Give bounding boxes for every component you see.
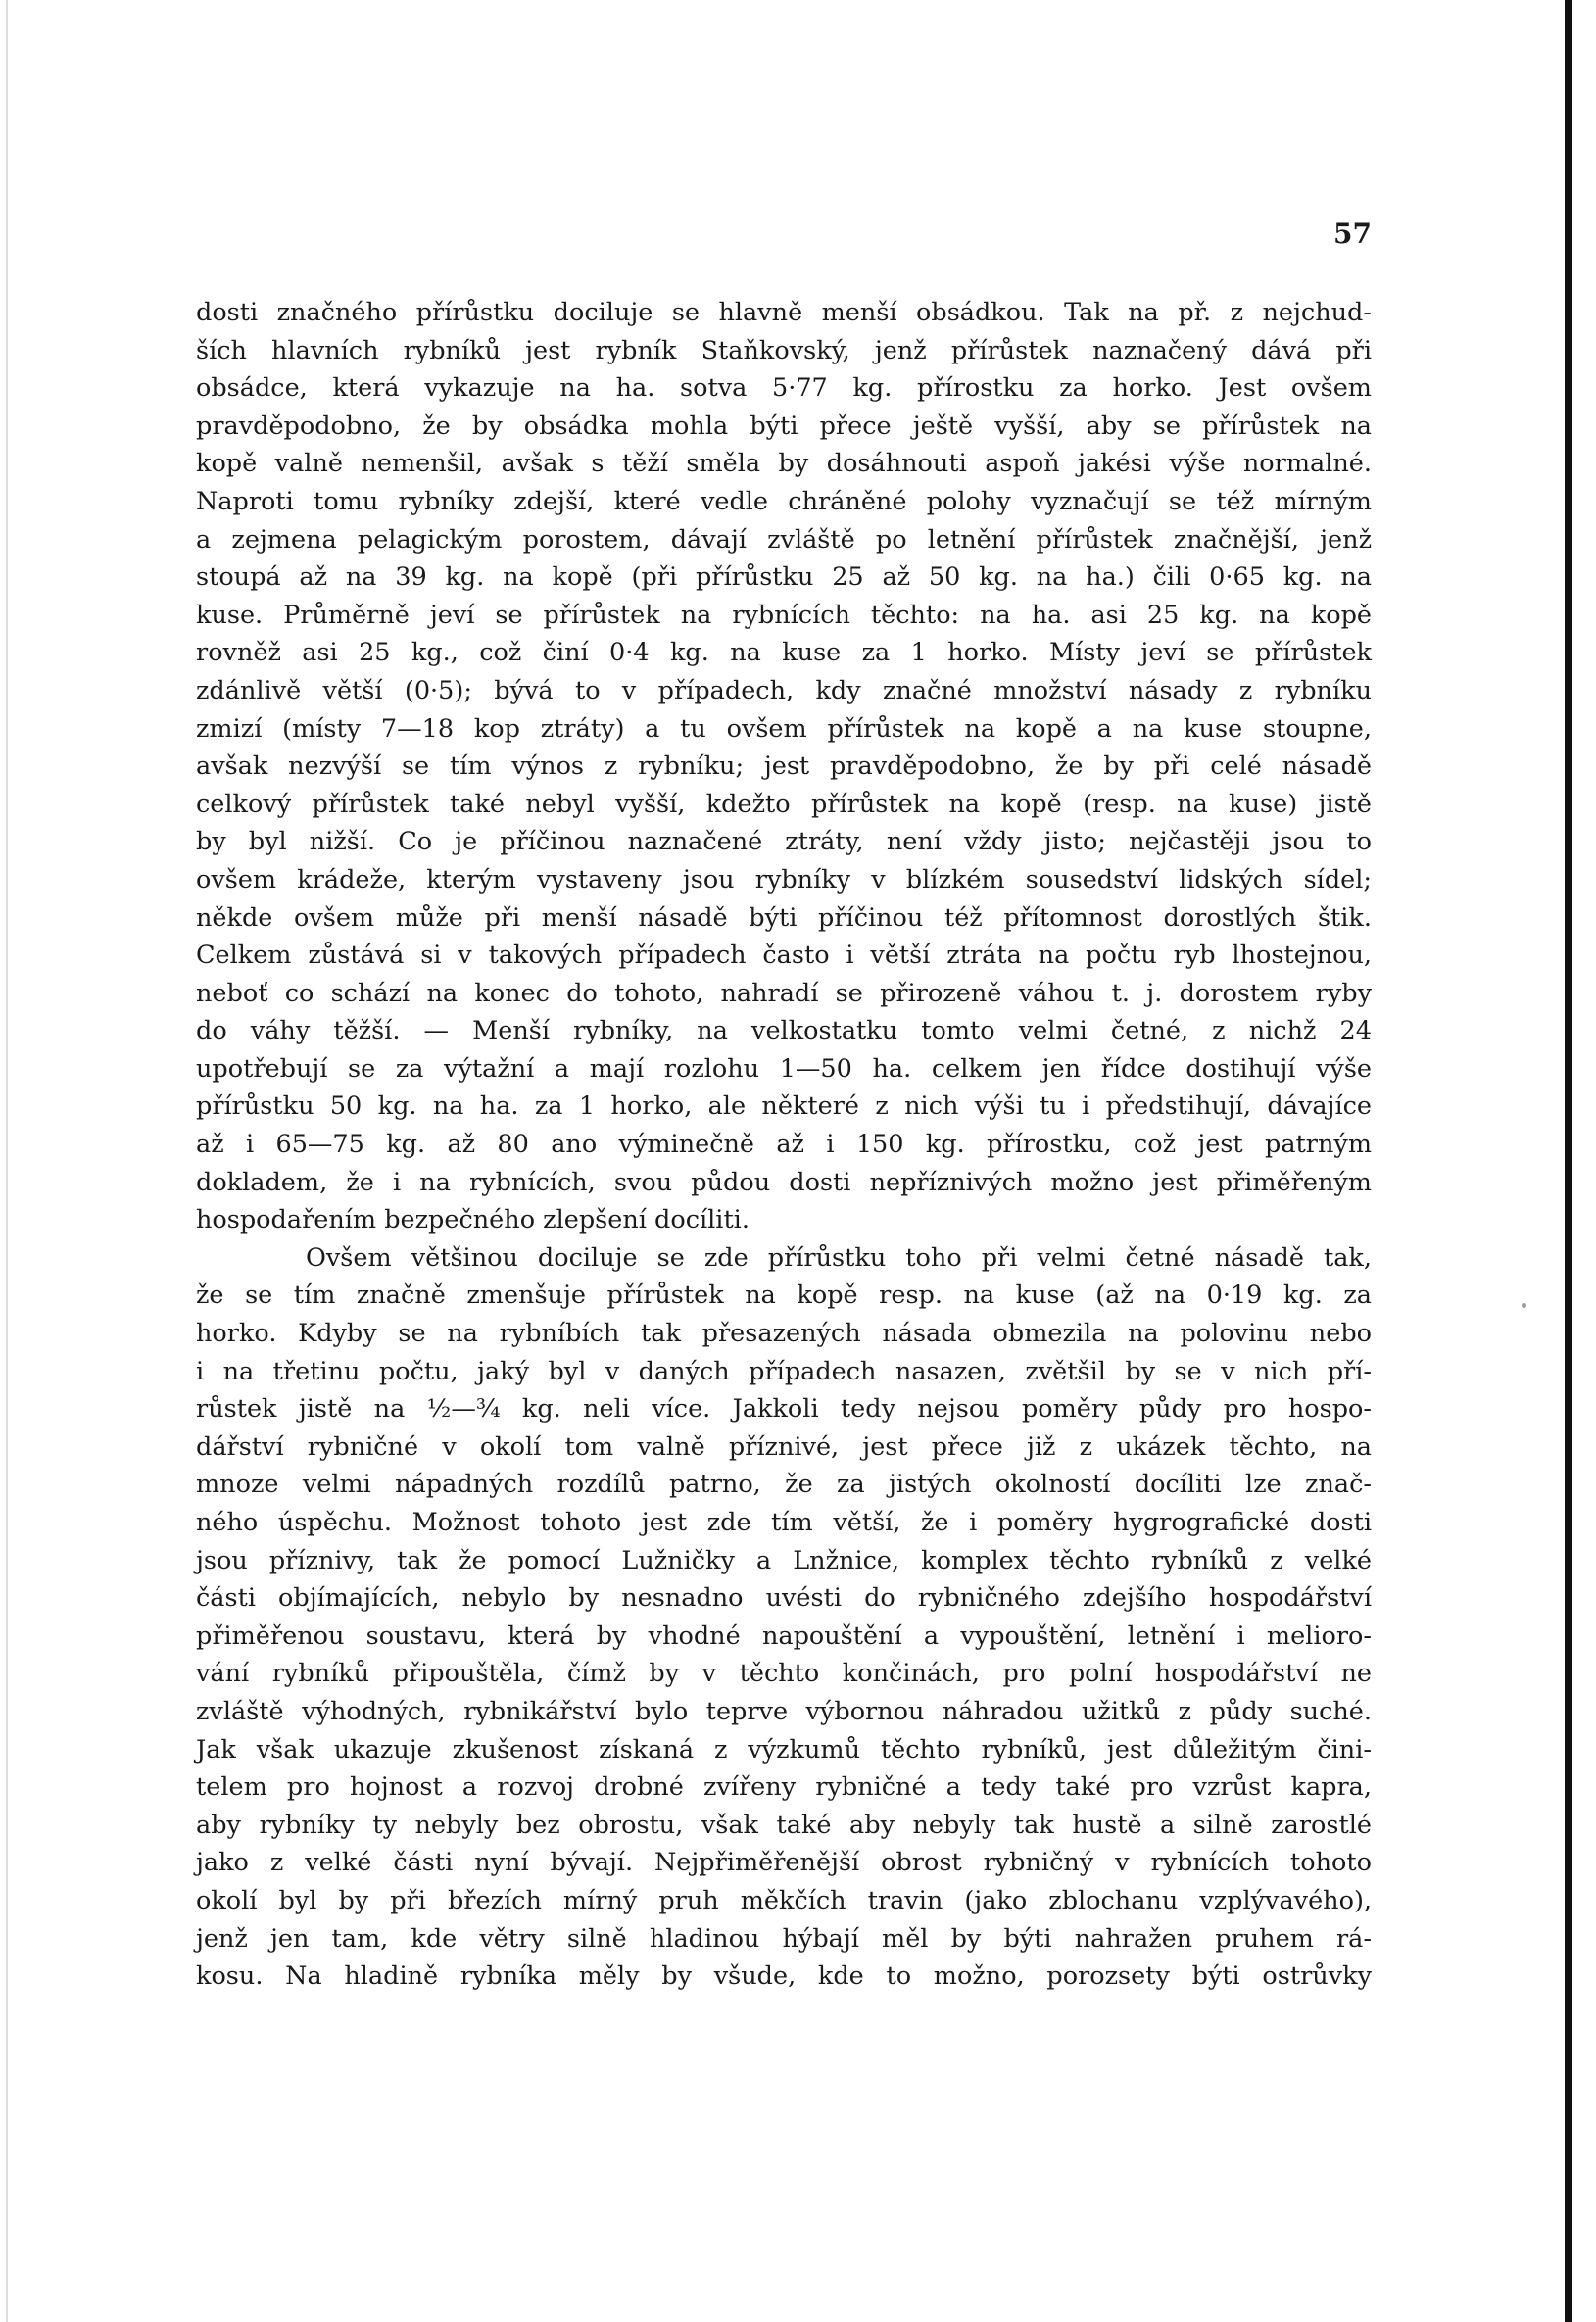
- text-line: a zejmena pelagickým porostem, dávají zvláště po letnění přírůstek značnější, jenž: [196, 524, 1372, 555]
- text-line: přiměřenou soustavu, která by vhodné napouštění a vypouštění, letnění i melioro-: [196, 1621, 1372, 1651]
- text-line: neboť co schází na konec do tohoto, nahradí se přirozeně váhou t. j. dorostem ryby: [196, 978, 1372, 1008]
- text-line: obsádce, která vykazuje na ha. sotva 5·77 kg. přírostku za horko. Jest ovšem: [196, 373, 1372, 404]
- paragraph-start-line: Ovšem většinou dociluje se zde přírůstku toho při velmi četné násadě tak,: [306, 1242, 1372, 1273]
- text-line: přírůstku 50 kg. na ha. za 1 horko, ale některé z nich výši tu i předstihují, dávajíce: [196, 1091, 1372, 1122]
- text-line: do váhy těžší. — Menší rybníky, na velkostatku tomto velmi četné, z nichž 24: [196, 1016, 1372, 1046]
- text-line: rovněž asi 25 kg., což činí 0·4 kg. na kuse za 1 horko. Místy jeví se přírůstek: [196, 638, 1372, 668]
- text-line: ovšem krádeže, kterým vystaveny jsou rybníky v blízkém sousedství lidských sídel;: [196, 864, 1372, 895]
- text-line: zdánlivě větší (0·5); bývá to v případech, kdy značné množství násady z rybníku: [196, 675, 1372, 705]
- text-line: zvláště výhodných, rybnikářství bylo teprve výbornou náhradou užitků z půdy suché.: [196, 1696, 1372, 1726]
- text-line: kuse. Průměrně jeví se přírůstek na rybnících těchto: na ha. asi 25 kg. na kopě: [196, 600, 1372, 630]
- text-line: stoupá až na 39 kg. na kopě (při přírůstku 25 až 50 kg. na ha.) čili 0·65 kg. na: [196, 562, 1372, 593]
- page-number: 57: [1333, 218, 1372, 250]
- text-line: Jak však ukazuje zkušenost získaná z výzkumů těchto rybníků, jest důležitým čini-: [196, 1734, 1372, 1765]
- text-line: kosu. Na hladině rybníka měly by všude, kde to možno, porozsety býti ostrůvky: [196, 1961, 1372, 1992]
- text-line: vání rybníků připouštěla, čímž by v těchto končinách, pro polní hospodářství ne: [196, 1659, 1372, 1689]
- scan-edge-right: [1565, 0, 1572, 2322]
- text-line: části objímajících, nebylo by nesnadno uvésti do rybničného zdejšího hospodářství: [196, 1583, 1372, 1614]
- text-line: že se tím značně zmenšuje přírůstek na kopě resp. na kuse (až na 0·19 kg. za: [196, 1281, 1372, 1311]
- text-line: celkový přírůstek také nebyl vyšší, kdežto přírůstek na kopě (resp. na kuse) jistě: [196, 789, 1372, 819]
- text-line: zmizí (místy 7—18 kop ztráty) a tu ovšem přírůstek na kopě a na kuse stoupne,: [196, 713, 1372, 744]
- paragraph-end-line: hospodařením bezpečného zlepšení docíliti.: [196, 1205, 750, 1235]
- text-line: i na třetinu počtu, jaký byl v daných případech nasazen, zvětšil by se v nich pří-: [196, 1356, 1372, 1386]
- text-line: Celkem zůstává si v takových případech často i větší ztráta na počtu ryb lhostejnou,: [196, 941, 1372, 971]
- text-line: někde ovšem může při menší násadě býti příčinou též přítomnost dorostlých štik.: [196, 902, 1372, 933]
- text-line: ších hlavních rybníků jest rybník Staňkovský, jenž přírůstek naznačený dává při: [196, 335, 1372, 365]
- text-line: jako z velké části nyní bývají. Nejpřiměřenější obrost rybničný v rybnících tohoto: [196, 1848, 1372, 1878]
- scan-edge-left: [6, 0, 8, 2322]
- text-line: upotřebují se za výtažní a mají rozlohu 1—50 ha. celkem jen řídce dostihují výše: [196, 1053, 1372, 1084]
- text-line: telem pro hojnost a rozvoj drobné zvířeny rybničné a tedy také pro vzrůst kapra,: [196, 1772, 1372, 1803]
- text-line: dokladem, že i na rybnících, svou půdou dosti nepříznivých možno jest přiměřeným: [196, 1167, 1372, 1197]
- body-text: [196, 294, 1372, 1996]
- text-line: Naproti tomu rybníky zdejší, které vedle chráněné polohy vyznačují se též mírným: [196, 486, 1372, 516]
- text-line: okolí byl by při březích mírný pruh měkčích travin (jako zblochanu vzplývavého),: [196, 1885, 1372, 1915]
- text-line: kopě valně nemenšil, avšak s těží směla by dosáhnouti aspoň jakési výše normalné.: [196, 449, 1372, 479]
- text-line: jenž jen tam, kde větry silně hladinou hýbají měl by býti nahražen pruhem rá-: [196, 1923, 1372, 1954]
- text-line: růstek jistě na ½—¾ kg. neli více. Jakkoli tedy nejsou poměry půdy pro hospo-: [196, 1394, 1372, 1425]
- text-line: aby rybníky ty nebyly bez obrostu, však také aby nebyly tak hustě a silně zarostlé: [196, 1810, 1372, 1840]
- text-line: jsou příznivy, tak že pomocí Lužničky a Lnžnice, komplex těchto rybníků z velké: [196, 1545, 1372, 1575]
- text-line: horko. Kdyby se na rybníbích tak přesazených násada obmezila na polovinu nebo: [196, 1319, 1372, 1349]
- text-line: mnoze velmi nápadných rozdílů patrno, že za jistých okolností docíliti lze znač-: [196, 1470, 1372, 1500]
- text-line: pravděpodobno, že by obsádka mohla býti přece ještě vyšší, aby se přírůstek na: [196, 411, 1372, 441]
- text-line: ného úspěchu. Možnost tohoto jest zde tím větší, že i poměry hygrografické dosti: [196, 1508, 1372, 1537]
- text-line: by byl nižší. Co je příčinou naznačené ztráty, není vždy jisto; nejčastěji jsou to: [196, 827, 1372, 857]
- text-line: avšak nezvýší se tím výnos z rybníku; jest pravděpodobno, že by při celé násadě: [196, 751, 1372, 782]
- text-line: dářství rybničné v okolí tom valně příznivé, jest přece již z ukázek těchto, na: [196, 1431, 1372, 1462]
- scan-speck: [1522, 1303, 1526, 1308]
- text-line: dosti značného přírůstku dociluje se hlavně menší obsádkou. Tak na př. z nejchud-: [196, 298, 1372, 327]
- text-line: až i 65—75 kg. až 80 ano výminečně až i 150 kg. přírostku, což jest patrným: [196, 1130, 1372, 1160]
